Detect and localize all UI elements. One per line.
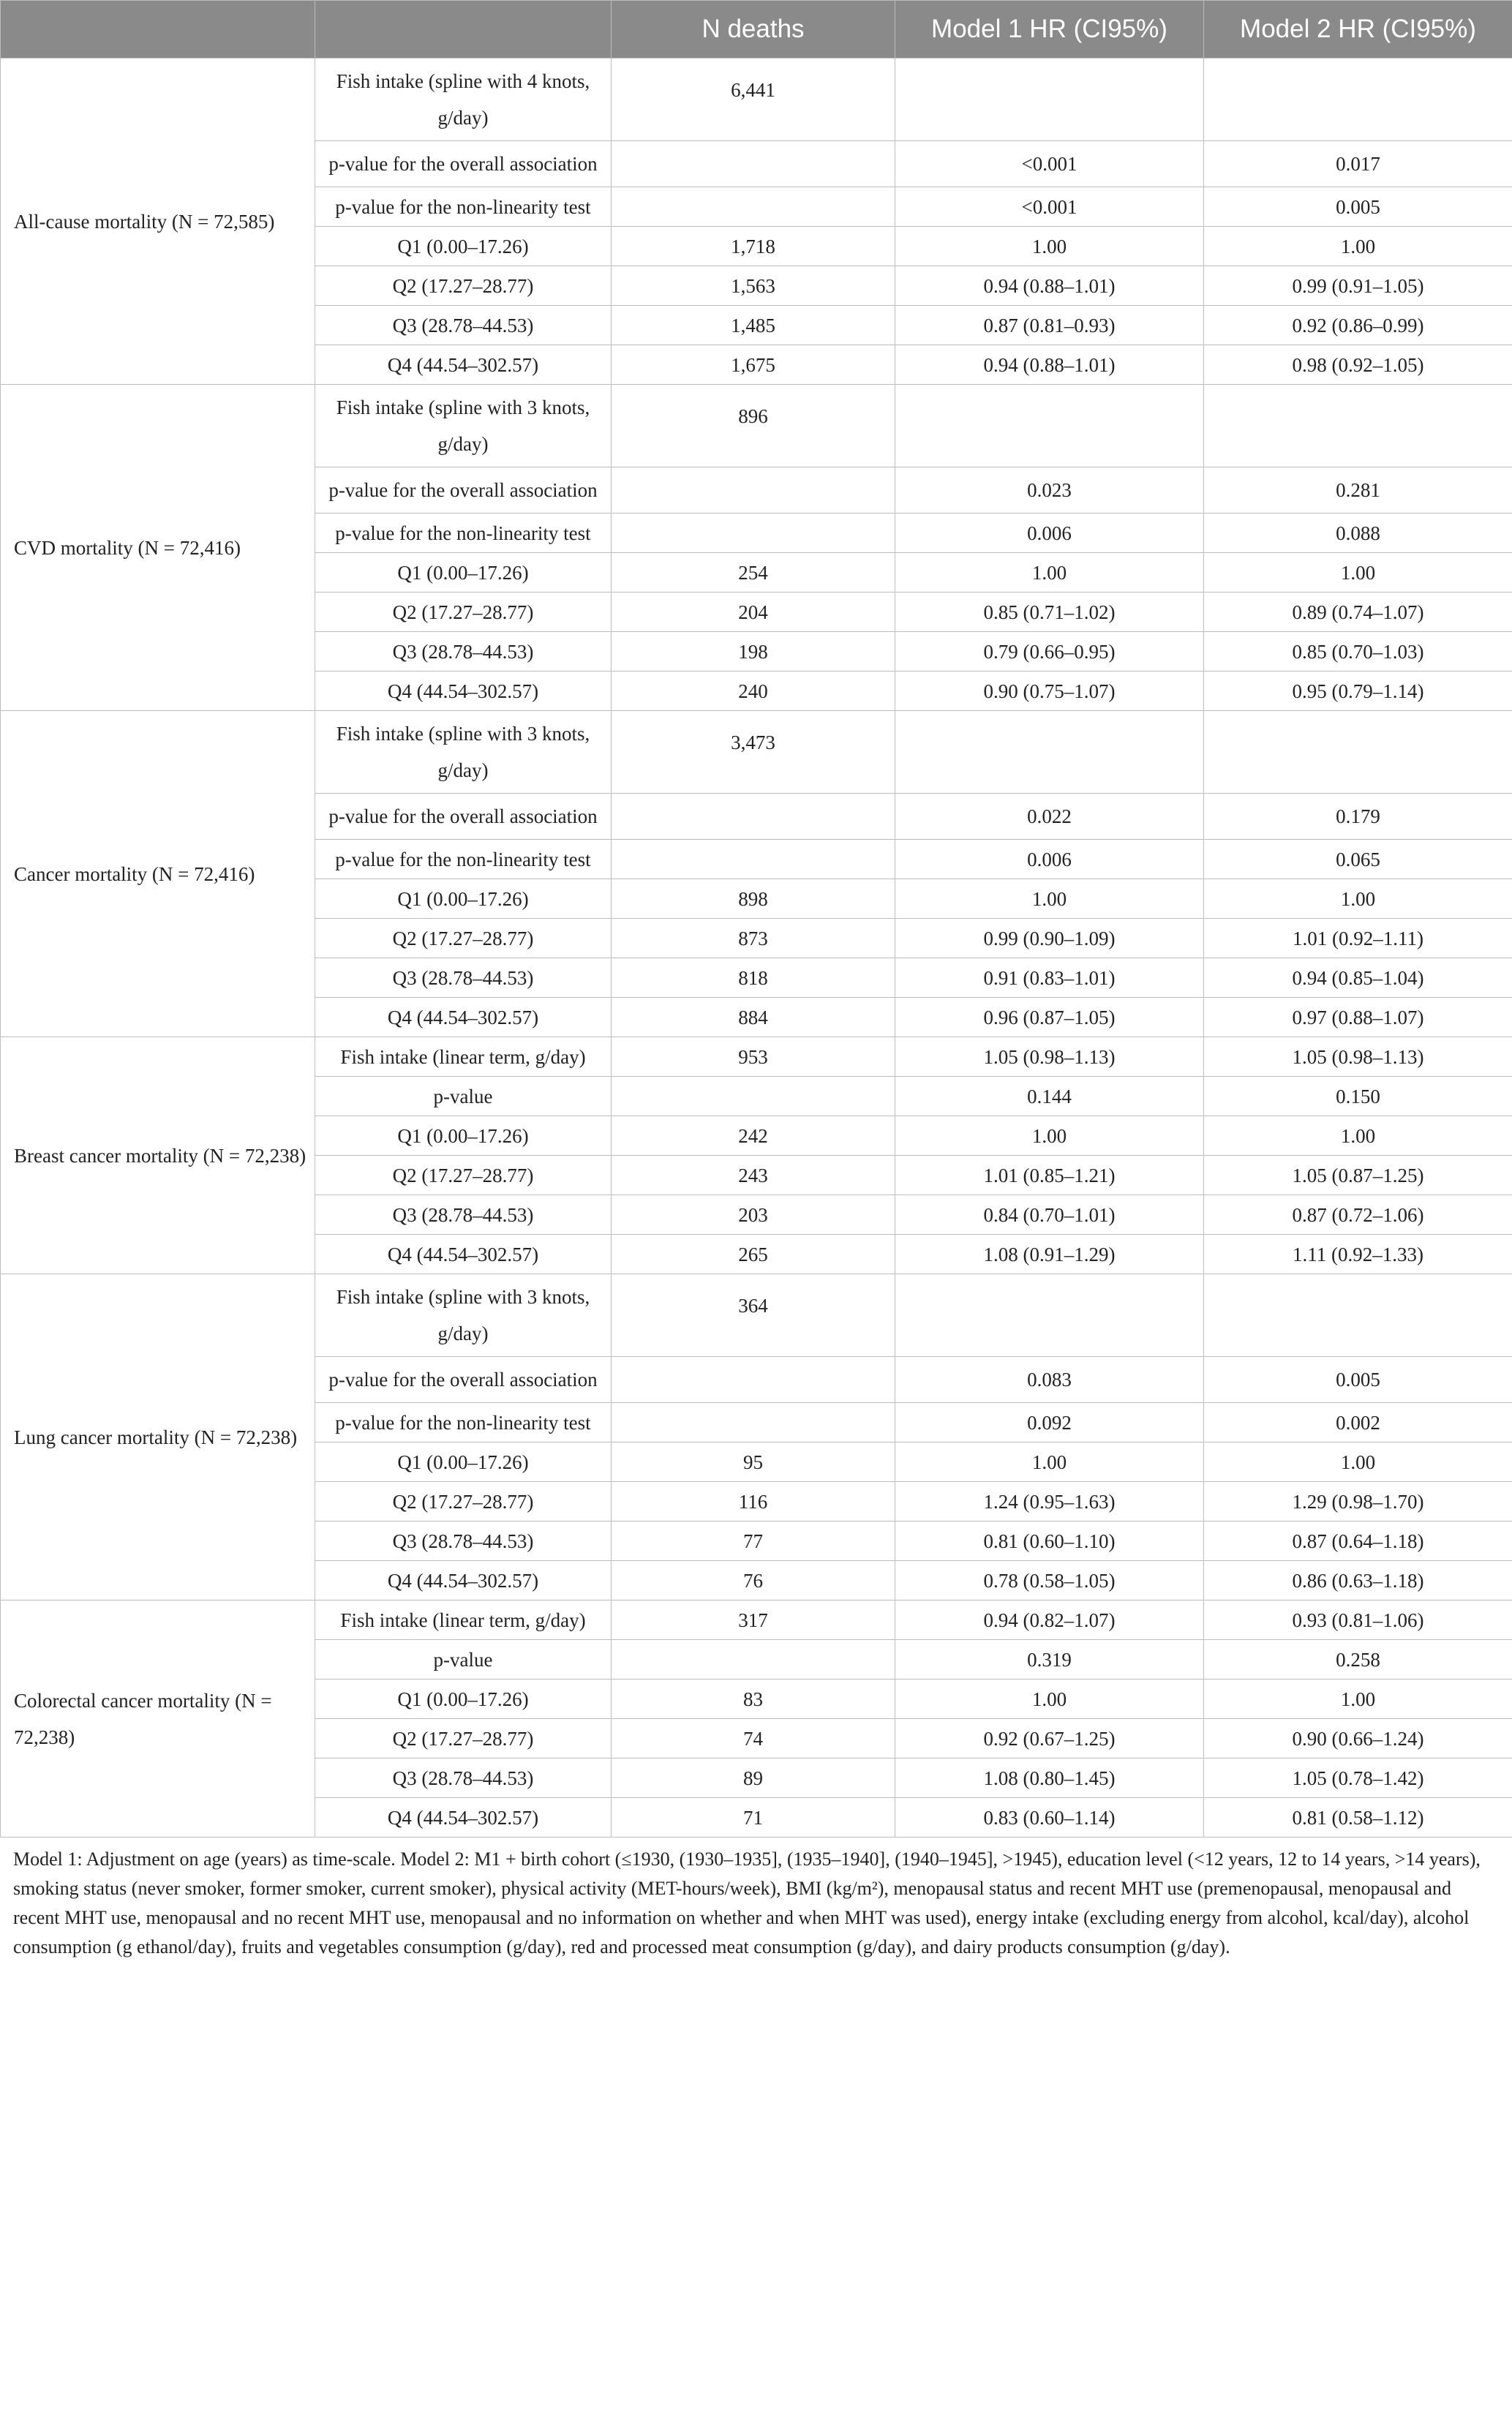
model-1-cell: 0.84 (0.70–1.01) bbox=[895, 1195, 1204, 1235]
exposure-cell: Q1 (0.00–17.26) bbox=[315, 1679, 612, 1719]
exposure-cell: Q2 (17.27–28.77) bbox=[315, 1482, 612, 1521]
model-1-cell: 1.00 bbox=[895, 1116, 1204, 1156]
n-deaths-cell: 76 bbox=[612, 1561, 895, 1600]
model-1-cell: 0.94 (0.88–1.01) bbox=[895, 266, 1204, 306]
exposure-cell: Q4 (44.54–302.57) bbox=[315, 1235, 612, 1274]
model-2-cell: 0.179 bbox=[1204, 794, 1512, 840]
model-2-cell: 1.05 (0.98–1.13) bbox=[1204, 1037, 1512, 1077]
model-2-cell: 1.00 bbox=[1204, 1442, 1512, 1482]
model-1-cell bbox=[895, 1274, 1204, 1357]
header-model-1: Model 1 HR (CI95%) bbox=[895, 1, 1204, 59]
model-1-cell: <0.001 bbox=[895, 187, 1204, 227]
n-deaths-cell: 265 bbox=[612, 1235, 895, 1274]
exposure-cell: p-value for the overall association bbox=[315, 467, 612, 514]
model-1-cell: 0.79 (0.66–0.95) bbox=[895, 632, 1204, 672]
model-1-cell: 0.91 (0.83–1.01) bbox=[895, 958, 1204, 998]
model-2-cell: 1.05 (0.87–1.25) bbox=[1204, 1156, 1512, 1195]
n-deaths-cell: 3,473 bbox=[612, 711, 895, 794]
model-2-cell: 0.97 (0.88–1.07) bbox=[1204, 998, 1512, 1037]
model-1-cell: 1.00 bbox=[895, 1679, 1204, 1719]
n-deaths-cell: 364 bbox=[612, 1274, 895, 1357]
model-1-cell: 1.08 (0.80–1.45) bbox=[895, 1758, 1204, 1798]
model-1-cell: 0.006 bbox=[895, 514, 1204, 553]
model-2-cell: 0.99 (0.91–1.05) bbox=[1204, 266, 1512, 306]
model-1-cell: 0.87 (0.81–0.93) bbox=[895, 306, 1204, 345]
model-2-cell: 0.87 (0.64–1.18) bbox=[1204, 1521, 1512, 1561]
model-1-cell: 0.144 bbox=[895, 1077, 1204, 1116]
n-deaths-cell: 818 bbox=[612, 958, 895, 998]
n-deaths-cell: 6,441 bbox=[612, 59, 895, 141]
table-row bbox=[1, 711, 1512, 794]
n-deaths-cell: 317 bbox=[612, 1600, 895, 1640]
model-1-cell: 0.99 (0.90–1.09) bbox=[895, 919, 1204, 958]
n-deaths-cell: 1,563 bbox=[612, 266, 895, 306]
model-2-cell: 0.92 (0.86–0.99) bbox=[1204, 306, 1512, 345]
model-2-cell bbox=[1204, 385, 1512, 467]
model-1-cell: 1.00 bbox=[895, 1442, 1204, 1482]
header-outcome bbox=[1, 1, 315, 59]
exposure-cell: Q3 (28.78–44.53) bbox=[315, 958, 612, 998]
exposure-cell: Q3 (28.78–44.53) bbox=[315, 632, 612, 672]
model-1-cell: 1.00 bbox=[895, 879, 1204, 919]
n-deaths-cell: 1,675 bbox=[612, 345, 895, 385]
exposure-cell: Q1 (0.00–17.26) bbox=[315, 1442, 612, 1482]
model-2-cell: 0.95 (0.79–1.14) bbox=[1204, 672, 1512, 711]
exposure-cell: Q4 (44.54–302.57) bbox=[315, 672, 612, 711]
n-deaths-cell: 83 bbox=[612, 1679, 895, 1719]
exposure-cell: Fish intake (linear term, g/day) bbox=[315, 1037, 612, 1077]
model-1-cell: 0.96 (0.87–1.05) bbox=[895, 998, 1204, 1037]
n-deaths-cell: 116 bbox=[612, 1482, 895, 1521]
n-deaths-cell: 884 bbox=[612, 998, 895, 1037]
model-1-cell bbox=[895, 711, 1204, 794]
n-deaths-cell: 240 bbox=[612, 672, 895, 711]
model-2-cell: 1.00 bbox=[1204, 227, 1512, 266]
exposure-cell: Q2 (17.27–28.77) bbox=[315, 1156, 612, 1195]
model-2-cell: 0.088 bbox=[1204, 514, 1512, 553]
n-deaths-cell: 242 bbox=[612, 1116, 895, 1156]
n-deaths-cell: 1,485 bbox=[612, 306, 895, 345]
header-model-2: Model 2 HR (CI95%) bbox=[1204, 1, 1512, 59]
exposure-cell: Q2 (17.27–28.77) bbox=[315, 1719, 612, 1758]
exposure-cell: Q1 (0.00–17.26) bbox=[315, 553, 612, 593]
model-1-cell: 0.94 (0.88–1.01) bbox=[895, 345, 1204, 385]
model-2-cell: 0.87 (0.72–1.06) bbox=[1204, 1195, 1512, 1235]
exposure-cell: p-value for the non-linearity test bbox=[315, 187, 612, 227]
model-2-cell: 0.85 (0.70–1.03) bbox=[1204, 632, 1512, 672]
model-2-cell: 1.11 (0.92–1.33) bbox=[1204, 1235, 1512, 1274]
model-2-cell: 0.94 (0.85–1.04) bbox=[1204, 958, 1512, 998]
n-deaths-cell: 254 bbox=[612, 553, 895, 593]
table-footnote: Model 1: Adjustment on age (years) as time-scale. Model 2: M1 + birth cohort (≤1930, (1930–1935], (1935–1940], (1940–1945], >1945), education level (<12 years, 12 to 14 years, >14 years), smoking status (never smoker, former smoker, current smoker), physical activity (MET-hours/week), BMI (kg/m²), menopausal status and recent MHT use (premenopausal, menopausal and recent MHT use, menopausal and no recent MHT use, menopausal and no information on whether and when MHT was used), energy intake (excluding energy from alcohol, kcal/day), alcohol consumption (g ethanol/day), fruits and vegetables consumption (g/day), red and processed meat consumption (g/day), and dairy products consumption (g/day). bbox=[13, 1848, 1481, 1957]
n-deaths-cell bbox=[612, 187, 895, 227]
model-1-cell: 1.05 (0.98–1.13) bbox=[895, 1037, 1204, 1077]
model-1-cell bbox=[895, 385, 1204, 467]
model-1-cell: 0.319 bbox=[895, 1640, 1204, 1679]
model-1-cell: 0.85 (0.71–1.02) bbox=[895, 593, 1204, 632]
model-2-cell: 1.29 (0.98–1.70) bbox=[1204, 1482, 1512, 1521]
header-row bbox=[1, 1, 1512, 59]
model-1-cell: 0.78 (0.58–1.05) bbox=[895, 1561, 1204, 1600]
model-2-cell: 0.005 bbox=[1204, 1357, 1512, 1403]
exposure-cell: p-value bbox=[315, 1640, 612, 1679]
exposure-cell: Q3 (28.78–44.53) bbox=[315, 1521, 612, 1561]
model-1-cell bbox=[895, 59, 1204, 141]
exposure-cell: Fish intake (spline with 3 knots, g/day) bbox=[315, 1274, 612, 1357]
exposure-cell: Q1 (0.00–17.26) bbox=[315, 227, 612, 266]
model-1-cell: 0.092 bbox=[895, 1403, 1204, 1442]
table-row bbox=[1, 385, 1512, 467]
model-2-cell: 1.00 bbox=[1204, 879, 1512, 919]
table-row bbox=[1, 1274, 1512, 1357]
exposure-cell: Q1 (0.00–17.26) bbox=[315, 879, 612, 919]
model-1-cell: 1.01 (0.85–1.21) bbox=[895, 1156, 1204, 1195]
exposure-cell: Fish intake (linear term, g/day) bbox=[315, 1600, 612, 1640]
model-2-cell: 0.90 (0.66–1.24) bbox=[1204, 1719, 1512, 1758]
exposure-cell: Q2 (17.27–28.77) bbox=[315, 593, 612, 632]
model-1-cell: 1.08 (0.91–1.29) bbox=[895, 1235, 1204, 1274]
model-2-cell: 0.065 bbox=[1204, 840, 1512, 879]
n-deaths-cell: 74 bbox=[612, 1719, 895, 1758]
exposure-cell: p-value for the overall association bbox=[315, 1357, 612, 1403]
n-deaths-cell bbox=[612, 1357, 895, 1403]
model-2-cell bbox=[1204, 59, 1512, 141]
model-1-cell: 0.90 (0.75–1.07) bbox=[895, 672, 1204, 711]
outcome-label: All-cause mortality (N = 72,585) bbox=[1, 59, 315, 385]
exposure-cell: Q3 (28.78–44.53) bbox=[315, 306, 612, 345]
model-2-cell: 1.00 bbox=[1204, 1116, 1512, 1156]
exposure-cell: Q3 (28.78–44.53) bbox=[315, 1195, 612, 1235]
exposure-cell: p-value for the non-linearity test bbox=[315, 1403, 612, 1442]
exposure-cell: p-value bbox=[315, 1077, 612, 1116]
model-1-cell: 0.006 bbox=[895, 840, 1204, 879]
outcome-label: CVD mortality (N = 72,416) bbox=[1, 385, 315, 711]
exposure-cell: Fish intake (spline with 3 knots, g/day) bbox=[315, 385, 612, 467]
exposure-cell: p-value for the overall association bbox=[315, 141, 612, 187]
exposure-cell: Q1 (0.00–17.26) bbox=[315, 1116, 612, 1156]
model-2-cell: 1.00 bbox=[1204, 1679, 1512, 1719]
model-2-cell: 0.89 (0.74–1.07) bbox=[1204, 593, 1512, 632]
model-1-cell: 1.24 (0.95–1.63) bbox=[895, 1482, 1204, 1521]
exposure-cell: Q4 (44.54–302.57) bbox=[315, 345, 612, 385]
n-deaths-cell: 71 bbox=[612, 1798, 895, 1837]
table-row bbox=[1, 59, 1512, 141]
model-1-cell: 1.00 bbox=[895, 553, 1204, 593]
model-2-cell: 0.93 (0.81–1.06) bbox=[1204, 1600, 1512, 1640]
model-2-cell: 0.81 (0.58–1.12) bbox=[1204, 1798, 1512, 1837]
exposure-cell: p-value for the overall association bbox=[315, 794, 612, 840]
table-row bbox=[1, 1037, 1512, 1077]
model-2-cell: 0.98 (0.92–1.05) bbox=[1204, 345, 1512, 385]
model-2-cell: 0.86 (0.63–1.18) bbox=[1204, 1561, 1512, 1600]
model-2-cell: 1.01 (0.92–1.11) bbox=[1204, 919, 1512, 958]
exposure-cell: Q2 (17.27–28.77) bbox=[315, 266, 612, 306]
n-deaths-cell: 89 bbox=[612, 1758, 895, 1798]
exposure-cell: Q4 (44.54–302.57) bbox=[315, 998, 612, 1037]
n-deaths-cell: 873 bbox=[612, 919, 895, 958]
model-2-cell bbox=[1204, 1274, 1512, 1357]
exposure-cell: Q4 (44.54–302.57) bbox=[315, 1561, 612, 1600]
model-1-cell: <0.001 bbox=[895, 141, 1204, 187]
n-deaths-cell bbox=[612, 840, 895, 879]
model-2-cell bbox=[1204, 711, 1512, 794]
table-row bbox=[1, 1600, 1512, 1640]
exposure-cell: p-value for the non-linearity test bbox=[315, 840, 612, 879]
model-1-cell: 0.83 (0.60–1.14) bbox=[895, 1798, 1204, 1837]
header-n-deaths: N deaths bbox=[612, 1, 895, 59]
exposure-cell: Q2 (17.27–28.77) bbox=[315, 919, 612, 958]
table-body bbox=[1, 59, 1512, 1837]
model-1-cell: 0.022 bbox=[895, 794, 1204, 840]
n-deaths-cell bbox=[612, 1640, 895, 1679]
exposure-cell: Q4 (44.54–302.57) bbox=[315, 1798, 612, 1837]
n-deaths-cell: 95 bbox=[612, 1442, 895, 1482]
exposure-cell: Fish intake (spline with 4 knots, g/day) bbox=[315, 59, 612, 141]
model-2-cell: 1.00 bbox=[1204, 553, 1512, 593]
outcome-label: Breast cancer mortality (N = 72,238) bbox=[1, 1037, 315, 1274]
header-exposure bbox=[315, 1, 612, 59]
n-deaths-cell: 898 bbox=[612, 879, 895, 919]
model-2-cell: 0.150 bbox=[1204, 1077, 1512, 1116]
n-deaths-cell bbox=[612, 1077, 895, 1116]
model-2-cell: 0.258 bbox=[1204, 1640, 1512, 1679]
model-1-cell: 1.00 bbox=[895, 227, 1204, 266]
n-deaths-cell bbox=[612, 794, 895, 840]
n-deaths-cell bbox=[612, 467, 895, 514]
model-2-cell: 0.281 bbox=[1204, 467, 1512, 514]
model-2-cell: 0.017 bbox=[1204, 141, 1512, 187]
n-deaths-cell: 203 bbox=[612, 1195, 895, 1235]
n-deaths-cell bbox=[612, 141, 895, 187]
model-2-cell: 1.05 (0.78–1.42) bbox=[1204, 1758, 1512, 1798]
n-deaths-cell: 896 bbox=[612, 385, 895, 467]
model-1-cell: 0.92 (0.67–1.25) bbox=[895, 1719, 1204, 1758]
exposure-cell: Q3 (28.78–44.53) bbox=[315, 1758, 612, 1798]
model-2-cell: 0.002 bbox=[1204, 1403, 1512, 1442]
model-2-cell: 0.005 bbox=[1204, 187, 1512, 227]
n-deaths-cell: 77 bbox=[612, 1521, 895, 1561]
model-1-cell: 0.81 (0.60–1.10) bbox=[895, 1521, 1204, 1561]
outcome-label: Lung cancer mortality (N = 72,238) bbox=[1, 1274, 315, 1600]
outcome-label: Colorectal cancer mortality (N = 72,238) bbox=[1, 1600, 315, 1837]
model-1-cell: 0.023 bbox=[895, 467, 1204, 514]
n-deaths-cell: 953 bbox=[612, 1037, 895, 1077]
n-deaths-cell bbox=[612, 1403, 895, 1442]
n-deaths-cell: 204 bbox=[612, 593, 895, 632]
model-1-cell: 0.083 bbox=[895, 1357, 1204, 1403]
exposure-cell: p-value for the non-linearity test bbox=[315, 514, 612, 553]
n-deaths-cell: 1,718 bbox=[612, 227, 895, 266]
n-deaths-cell: 243 bbox=[612, 1156, 895, 1195]
outcome-label: Cancer mortality (N = 72,416) bbox=[1, 711, 315, 1037]
n-deaths-cell: 198 bbox=[612, 632, 895, 672]
model-1-cell: 0.94 (0.82–1.07) bbox=[895, 1600, 1204, 1640]
exposure-cell: Fish intake (spline with 3 knots, g/day) bbox=[315, 711, 612, 794]
n-deaths-cell bbox=[612, 514, 895, 553]
